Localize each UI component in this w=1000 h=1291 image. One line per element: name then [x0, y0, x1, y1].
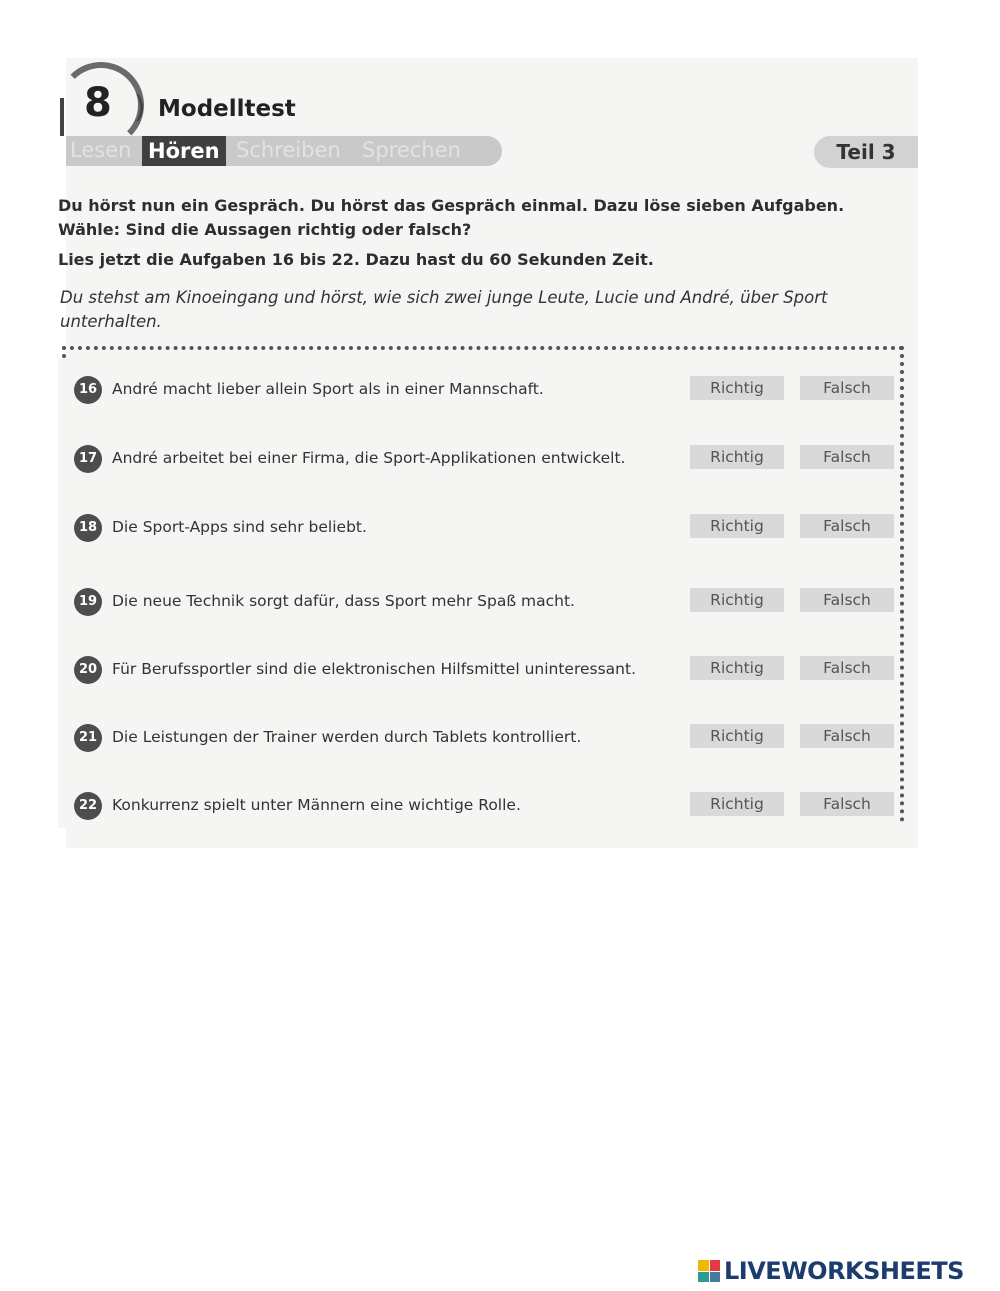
falsch-option[interactable]: Falsch — [800, 514, 894, 538]
richtig-option[interactable]: Richtig — [690, 445, 784, 469]
item-statement: Die neue Technik sorgt dafür, dass Sport mehr Spaß macht. — [112, 592, 575, 610]
item-row-21 — [74, 724, 894, 754]
item-row-19 — [74, 588, 894, 618]
falsch-option[interactable]: Falsch — [800, 376, 894, 400]
item-statement: Konkurrenz spielt unter Männern eine wichtige Rolle. — [112, 796, 521, 814]
item-number-badge: 18 — [74, 514, 102, 542]
richtig-option[interactable]: Richtig — [690, 724, 784, 748]
skill-lesen: Lesen — [70, 138, 132, 162]
page-title: Modelltest — [158, 96, 296, 122]
item-statement: Für Berufssportler sind die elektronischen Hilfsmittel uninteressant. — [112, 660, 637, 678]
brand-name: LIVEWORKSHEETS — [724, 1257, 964, 1285]
item-number-badge: 20 — [74, 656, 102, 684]
item-number-badge: 16 — [74, 376, 102, 404]
item-statement: André macht lieber allein Sport als in einer Mannschaft. — [112, 380, 544, 398]
instruction-line: Lies jetzt die Aufgaben 16 bis 22. Dazu hast du 60 Sekunden Zeit. — [58, 250, 654, 269]
instruction-line: Du hörst nun ein Gespräch. Du hörst das Gespräch einmal. Dazu löse sieben Aufgaben. — [58, 196, 845, 215]
item-row-16 — [74, 376, 894, 406]
worksheet-page — [58, 58, 918, 848]
item-number-badge: 21 — [74, 724, 102, 752]
item-statement: Die Leistungen der Trainer werden durch Tablets kontrolliert. — [112, 728, 582, 746]
richtig-option[interactable]: Richtig — [690, 656, 784, 680]
item-number-badge: 22 — [74, 792, 102, 820]
part-label: Teil 3 — [814, 136, 918, 168]
chapter-bar-decoration — [60, 98, 64, 136]
item-number-badge: 19 — [74, 588, 102, 616]
liveworksheets-logo-icon — [698, 1260, 720, 1282]
item-row-18 — [74, 514, 894, 544]
falsch-option[interactable]: Falsch — [800, 588, 894, 612]
chapter-paren-decoration: ) — [134, 90, 146, 125]
item-row-22 — [74, 792, 894, 822]
item-row-17 — [74, 445, 894, 475]
instruction-line: Wähle: Sind die Aussagen richtig oder falsch? — [58, 220, 472, 239]
falsch-option[interactable]: Falsch — [800, 656, 894, 680]
skill-sprechen: Sprechen — [362, 138, 461, 162]
falsch-option[interactable]: Falsch — [800, 445, 894, 469]
situation-text: Du stehst am Kinoeingang und hörst, wie sich zwei junge Leute, Lucie und André, über Sport unterhalten. — [60, 288, 828, 331]
richtig-option[interactable]: Richtig — [690, 514, 784, 538]
chapter-number: 8 — [84, 80, 112, 126]
item-number-badge: 17 — [74, 445, 102, 473]
item-statement: André arbeitet bei einer Firma, die Sport-Applikationen entwickelt. — [112, 449, 626, 467]
falsch-option[interactable]: Falsch — [800, 792, 894, 816]
richtig-option[interactable]: Richtig — [690, 376, 784, 400]
liveworksheets-brand — [698, 1256, 964, 1286]
richtig-option[interactable]: Richtig — [690, 588, 784, 612]
richtig-option[interactable]: Richtig — [690, 792, 784, 816]
item-row-20 — [74, 656, 894, 686]
skills-bar — [66, 136, 502, 166]
skill-schreiben: Schreiben — [236, 138, 341, 162]
falsch-option[interactable]: Falsch — [800, 724, 894, 748]
skill-hoeren: Hören — [142, 136, 226, 166]
item-statement: Die Sport-Apps sind sehr beliebt. — [112, 518, 367, 536]
